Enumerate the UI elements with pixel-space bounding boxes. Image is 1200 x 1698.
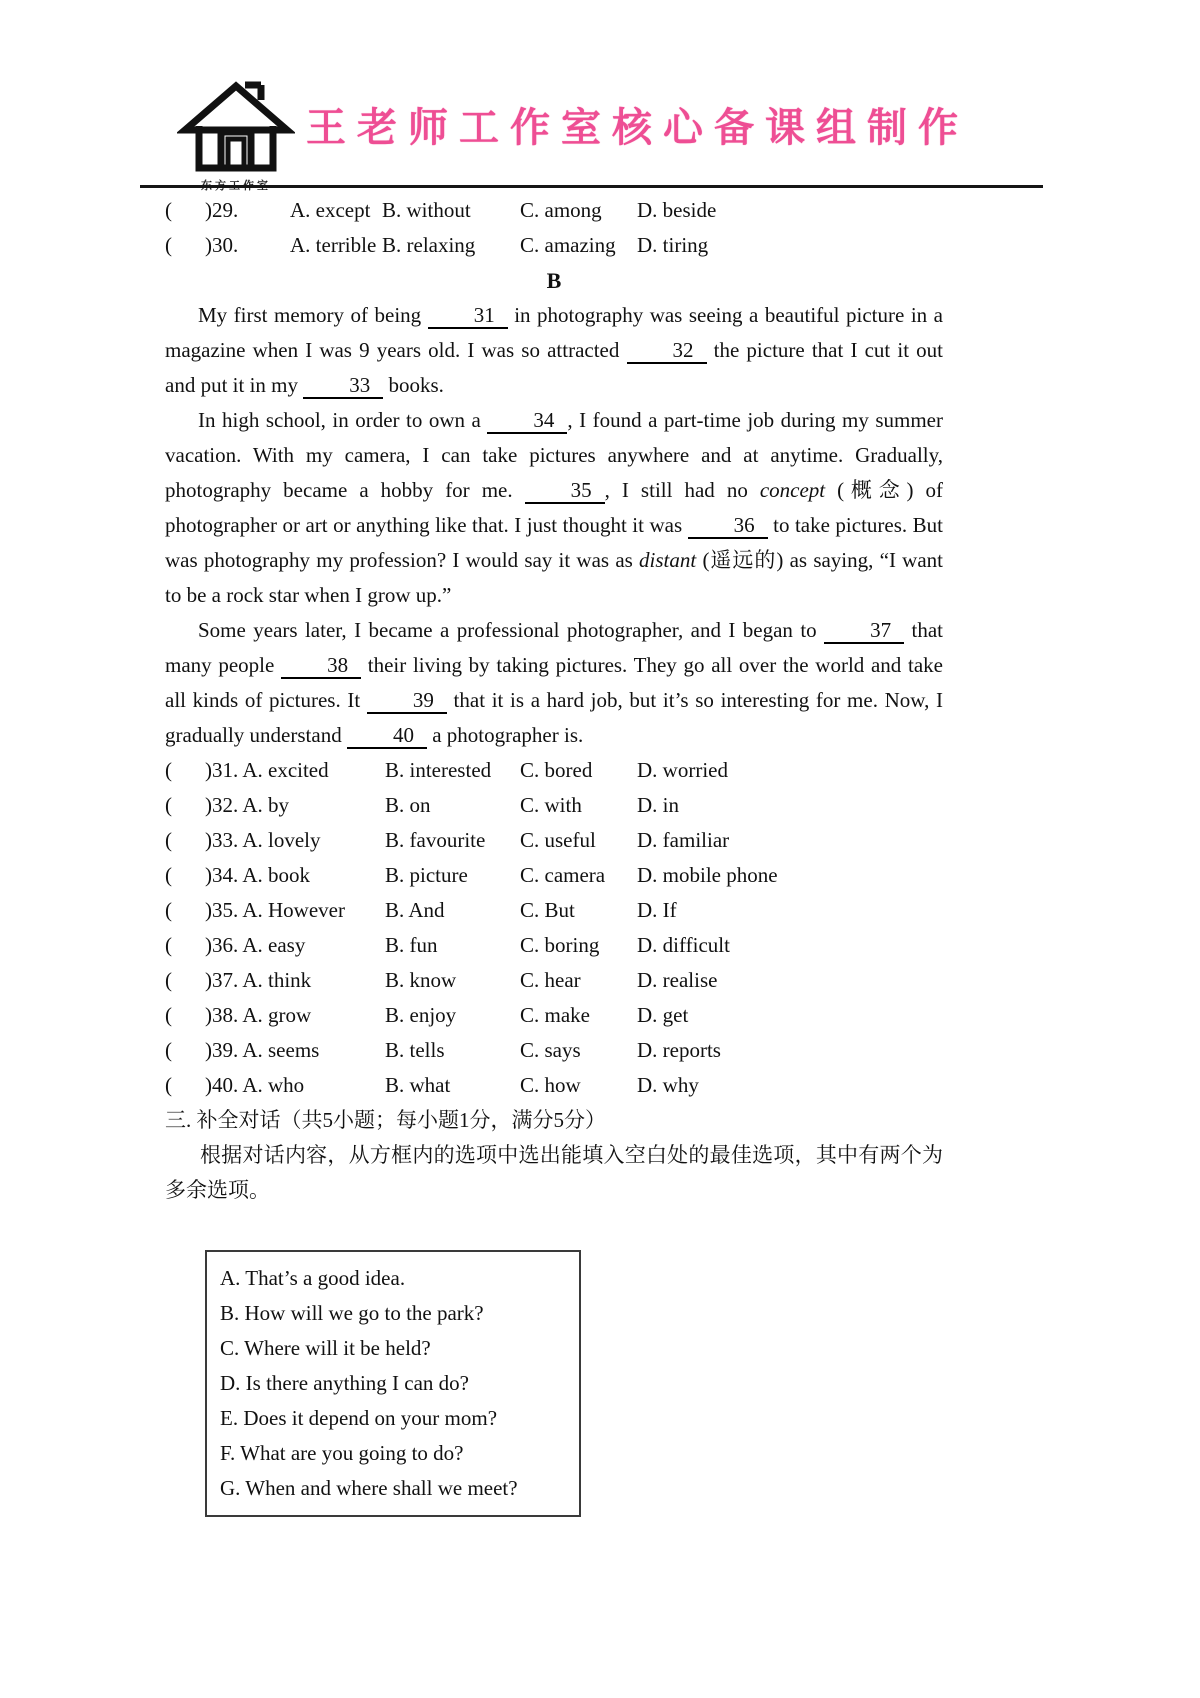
header-divider [140,185,1043,188]
option-a: A. terrible [290,233,377,257]
option-d: D. get [637,1003,689,1027]
question-row [165,753,943,788]
option-a: A. except [290,198,371,222]
question-row [165,858,943,893]
question-row [165,893,943,928]
option-c: C. useful [520,828,596,852]
option-b: B. fun [385,933,438,957]
option-b: B. favourite [385,828,486,852]
answer-paren: ( [165,1073,172,1097]
option-b: B. interested [385,758,492,782]
option-c: C. amazing [520,233,616,257]
exam-content [165,193,943,1517]
option-d: D. difficult [637,933,730,957]
cloze-blank-40: 40 [347,723,427,749]
studio-logo [176,76,296,193]
option-c: C. camera [520,863,606,887]
question-number-and-option-a: )32. A. by [205,793,289,817]
option-d: D. tiring [637,233,709,257]
question-row [165,823,943,858]
option-b: B. And [385,898,445,922]
option-d: D. in [637,793,679,817]
option-d: D. realise [637,968,718,992]
option-c: C. bored [520,758,593,782]
question-row [165,1033,943,1068]
question-row [165,1068,943,1103]
question-row [165,963,943,998]
answer-paren: ( [165,758,172,782]
option-c: C. how [520,1073,581,1097]
option-c: C. boring [520,933,600,957]
cloze-blank-36: 36 [688,513,768,539]
italic-word: concept [759,478,826,502]
dialogue-option: F. What are you going to do? [220,1441,464,1465]
option-b: B. enjoy [385,1003,457,1027]
dialogue-option: G. When and where shall we meet? [220,1476,518,1500]
cloze-blank-31: 31 [428,303,508,329]
question-row [165,998,943,1033]
section-three-title: 三. 补全对话（共5小题；每小题1分，满分5分） [165,1108,606,1132]
passage-paragraph: Some years later, I became a professional photographer, and I began to 37 that many people 38 their living by taking pictures. They go all over the world and take all kinds of pictures. It 39 that it is a hard job, but it’s so interesting for me. Now, I gradually understand 40 a photographer is. [165,618,943,747]
question-number-and-option-a: )35. A. However [205,898,345,922]
cloze-blank-37: 37 [824,618,904,644]
dialogue-option: A. That’s a good idea. [220,1266,406,1290]
question-row [165,193,943,228]
option-d: D. reports [637,1038,721,1062]
answer-paren: ( [165,863,172,887]
option-b: B. picture [385,863,468,887]
option-d: D. mobile phone [637,863,778,887]
answer-paren: ( [165,233,172,257]
answer-paren: ( [165,968,172,992]
dialogue-option: D. Is there anything I can do? [220,1371,469,1395]
questions-31-40 [165,753,943,1103]
option-c: C. says [520,1038,581,1062]
option-b: B. on [385,793,431,817]
question-number-and-option-a: )40. A. who [205,1073,305,1097]
option-d: D. familiar [637,828,730,852]
option-b: B. relaxing [382,233,476,257]
option-c: C. among [520,198,602,222]
option-b: B. tells [385,1038,445,1062]
option-c: C. make [520,1003,590,1027]
question-number-and-option-a: )37. A. think [205,968,312,992]
passage-paragraph: My first memory of being 31 in photography was seeing a beautiful picture in a magazine when I was 9 years old. I was so attracted 32 the picture that I cut it out and put it in my 33 books. [165,303,943,397]
answer-paren: ( [165,1003,172,1027]
question-number: )29. [205,198,239,222]
question-row [165,928,943,963]
dialogue-option: C. Where will it be held? [220,1336,431,1360]
questions-29-30 [165,193,943,263]
option-d: D. If [637,898,677,922]
option-c: C. hear [520,968,581,992]
question-number-and-option-a: )31. A. excited [205,758,329,782]
header-title: 王老师工作室核心备课组制作 [306,105,969,151]
question-row [165,788,943,823]
option-c: C. with [520,793,582,817]
cloze-passage [165,298,943,753]
answer-paren: ( [165,933,172,957]
option-b: B. without [382,198,471,222]
answer-paren: ( [165,793,172,817]
dialogue-option: E. Does it depend on your mom? [220,1406,498,1430]
cloze-blank-35: 35 [525,478,605,504]
cloze-blank-38: 38 [281,653,361,679]
answer-paren: ( [165,828,172,852]
question-row [165,228,943,263]
question-number-and-option-a: )39. A. seems [205,1038,320,1062]
cloze-blank-34: 34 [487,408,567,434]
dialogue-option: B. How will we go to the park? [220,1301,484,1325]
question-number-and-option-a: )33. A. lovely [205,828,321,852]
question-number-and-option-a: )38. A. grow [205,1003,312,1027]
question-number: )30. [205,233,239,257]
option-b: B. what [385,1073,451,1097]
option-b: B. know [385,968,457,992]
section-b-heading: B [546,268,562,293]
question-number-and-option-a: )34. A. book [205,863,310,887]
answer-paren: ( [165,898,172,922]
passage-paragraph: In high school, in order to own a 34 , I found a part-time job during my summer vacation. With my camera, I can take pictures anywhere and at anytime. Gradually, photography became a hobby for me. 35 , I still had no concept (概念) of photographer or art or anything like that. I just thought it was 36 to take pictures. But was photography my profession? I would say it was as distant (遥远的) as saying, “I want to be a rock star when I grow up.” [165,408,943,607]
italic-word: distant [639,548,697,572]
cloze-blank-33: 33 [303,373,383,399]
section-three-instruction: 根据对话内容，从方框内的选项中选出能填入空白处的最佳选项，其中有两个为多余选项。 [165,1143,943,1202]
option-d: D. why [637,1073,699,1097]
answer-paren: ( [165,1038,172,1062]
house-icon [177,76,295,174]
option-d: D. worried [637,758,728,782]
cloze-blank-32: 32 [627,338,707,364]
option-c: C. But [520,898,575,922]
cloze-blank-39: 39 [367,688,447,714]
question-number-and-option-a: )36. A. easy [205,933,306,957]
dialogue-options-box [205,1250,581,1517]
option-d: D. beside [637,198,717,222]
answer-paren: ( [165,198,172,222]
